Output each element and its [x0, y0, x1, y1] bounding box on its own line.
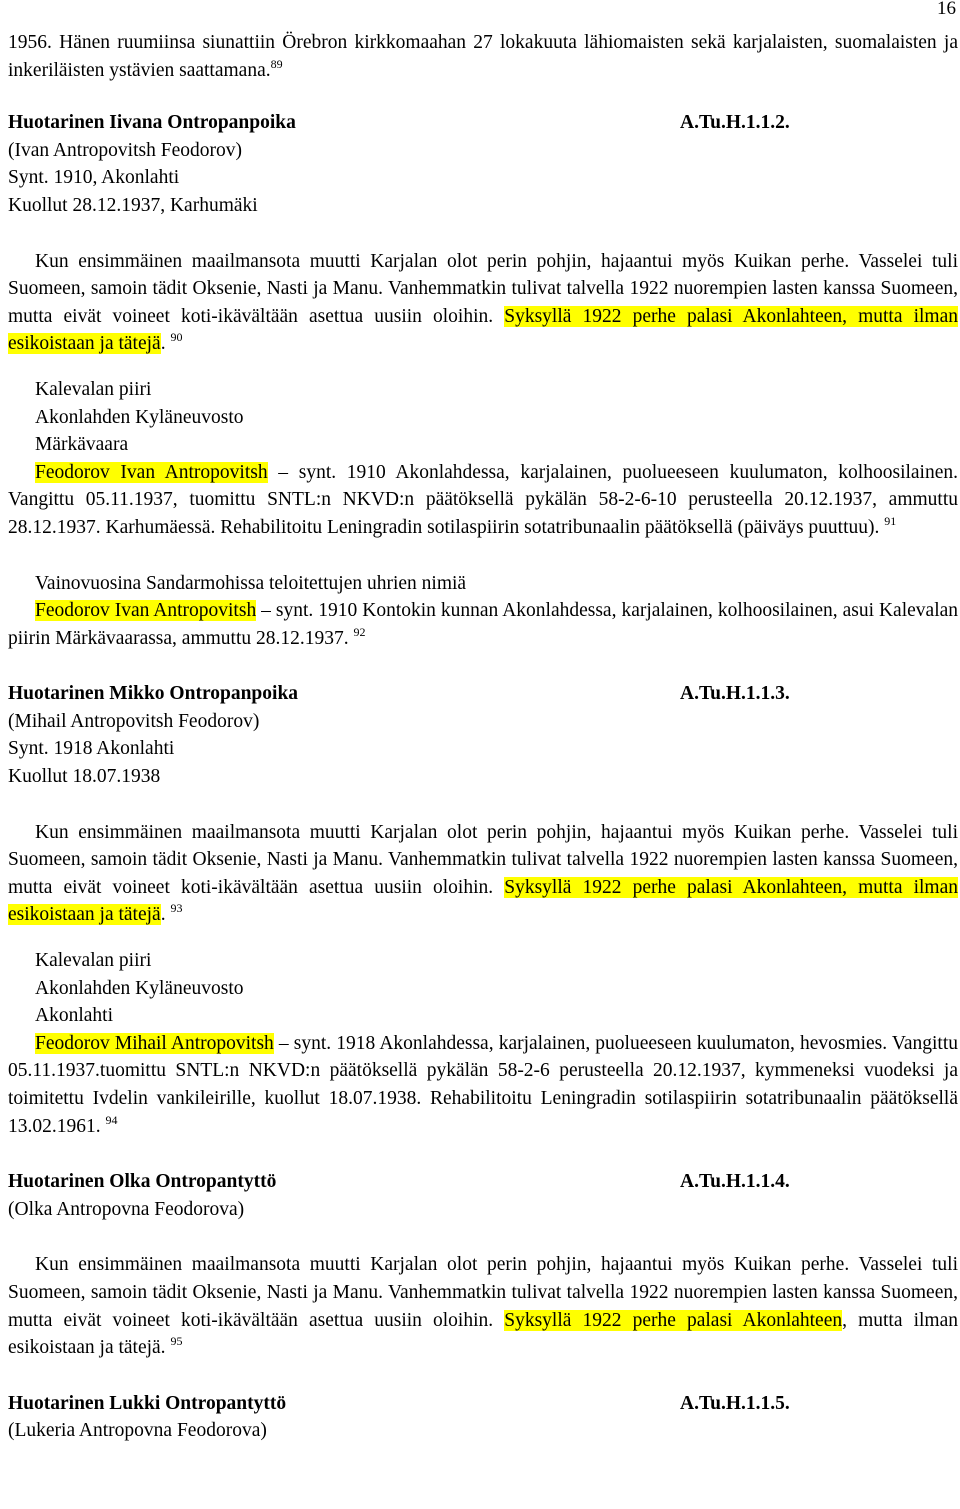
- person-code: A.Tu.H.1.1.2.: [680, 112, 790, 134]
- story-end: , mutta ilman esikoistaan ja tätejä.: [8, 1309, 958, 1359]
- record-text: – synt. 1910 Kontokin kunnan Akonlahdessa, karjalainen, kolhoosilainen, asui Kalevalan piirin Märkävaarassa, ammuttu 28.12.1937.: [8, 600, 959, 649]
- record-text: – synt. 1918 Akonlahdessa, karjalainen, puolueeseen kuulumaton, hevosmies. Vangittu 05.11.1937.tuomittu SNTL:n NKVD:n päätöksellä pykälän 58-2-6 perusteella 20.12.1937, kymmeneksi vuodeksi ja toimitettu Ivdelin vankileirille, kuollut 18.07.1938. Rehabilitoitu Leningradin sotilaspiirin sotatribunaalin päätöksellä 13.02.1961.: [8, 1032, 958, 1137]
- record-line: Märkävaara: [35, 434, 129, 456]
- highlighted-text: Syksyllä 1922 perhe palasi Akonlahteen: [504, 1309, 843, 1331]
- record-line: Akonlahti: [35, 1005, 113, 1027]
- story-paragraph: [8, 1251, 958, 1361]
- person-alt-name: (Olka Antropovna Feodorova): [8, 1198, 245, 1220]
- highlighted-name: Feodorov Ivan Antropovitsh: [35, 461, 268, 483]
- record-line: Vainovuosina Sandarmohissa teloitettujen uhrien nimiä: [35, 572, 467, 594]
- story-paragraph: [8, 248, 958, 358]
- footnote-ref: 90: [170, 330, 183, 345]
- intro-text: 1956. Hänen ruumiinsa siunattiin Örebron kirkkomaahan 27 lokakuuta lähiomaisten sekä karjalaisten, suomalaisten ja inkeriläisten ystävien saattamana.: [8, 32, 958, 81]
- record-paragraph: [8, 1030, 958, 1140]
- person-code: A.Tu.H.1.1.3.: [680, 683, 790, 705]
- person-alt-name: (Mihail Antropovitsh Feodorov): [8, 710, 260, 732]
- record-line: Akonlahden Kyläneuvosto: [35, 977, 244, 999]
- person-name: Huotarinen Iivana Ontropanpoika: [8, 112, 296, 134]
- person-died: Kuollut 18.07.1938: [8, 766, 161, 788]
- record-line: Kalevalan piiri: [35, 378, 152, 400]
- footnote-ref: 94: [105, 1112, 118, 1127]
- footnote-ref: 95: [170, 1334, 183, 1349]
- document-body: [8, 29, 958, 1445]
- footnote-ref: 89: [270, 56, 283, 71]
- story-end: .: [160, 333, 166, 355]
- story-paragraph: [8, 819, 958, 929]
- record-paragraph: [8, 459, 958, 542]
- person-died: Kuollut 28.12.1937, Karhumäki: [8, 194, 258, 216]
- person-heading: [8, 680, 958, 708]
- person-alt-name: (Lukeria Antropovna Feodorova): [8, 1420, 267, 1442]
- person-alt-name: (Ivan Antropovitsh Feodorov): [8, 139, 242, 161]
- footnote-ref: 91: [884, 513, 897, 528]
- record-paragraph: [8, 597, 958, 652]
- person-name: Huotarinen Olka Ontropantyttö: [8, 1171, 277, 1193]
- person-born: Synt. 1910, Akonlahti: [8, 167, 180, 189]
- record-text: – synt. 1910 Akonlahdessa, karjalainen, puolueeseen kuulumaton, kolhoosilainen. Vangittu 05.11.1937, tuomittu SNTL:n NKVD:n päätöksellä pykälän 58-2-6-10 perusteella 20.12.1937, ammuttu 28.12.1937. Karhumäessä. Rehabilitoitu Leningradin sotilaspiirin sotatribunaalin päätöksellä (päiväys puuttuu).: [8, 461, 959, 538]
- footnote-ref: 92: [353, 624, 366, 639]
- story-end: .: [160, 904, 166, 926]
- highlighted-text: Syksyllä 1922 perhe palasi Akonlahteen, mutta ilman esikoistaan ja tätejä: [8, 305, 959, 355]
- page-number: 16: [937, 0, 956, 19]
- intro-paragraph: [8, 29, 958, 84]
- record-line: Kalevalan piiri: [35, 950, 152, 972]
- person-code: A.Tu.H.1.1.4.: [680, 1171, 790, 1193]
- story-text: Kun ensimmäinen maailmansota muutti Karjalan olot perin pohjin, hajaantui myös Kuikan perhe. Vasselei tuli Suomeen, samoin tädit Oksenie, Nasti ja Manu. Vanhemmatkin tulivat talvella 1922 nuorempien lasten kanssa Suomeen, mutta eivät voineet koti-ikävältään asettua uusiin oloihin.: [8, 250, 958, 327]
- footnote-ref: 93: [170, 901, 183, 916]
- person-born: Synt. 1918 Akonlahti: [8, 738, 175, 760]
- person-name: Huotarinen Lukki Ontropantyttö: [8, 1392, 287, 1414]
- story-text: Kun ensimmäinen maailmansota muutti Karjalan olot perin pohjin, hajaantui myös Kuikan perhe. Vasselei tuli Suomeen, samoin tädit Oksenie, Nasti ja Manu. Vanhemmatkin tulivat talvella 1922 nuorempien lasten kanssa Suomeen, mutta eivät voineet koti-ikävältään asettua uusiin oloihin.: [8, 821, 958, 898]
- person-heading: [8, 1390, 958, 1418]
- person-heading: [8, 109, 958, 137]
- highlighted-name: Feodorov Mihail Antropovitsh: [35, 1032, 274, 1054]
- person-heading: [8, 1168, 958, 1196]
- highlighted-name: Feodorov Ivan Antropovitsh: [35, 600, 257, 622]
- person-code: A.Tu.H.1.1.5.: [680, 1392, 790, 1414]
- highlighted-text: Syksyllä 1922 perhe palasi Akonlahteen, mutta ilman esikoistaan ja tätejä: [8, 876, 959, 926]
- story-text: Kun ensimmäinen maailmansota muutti Karjalan olot perin pohjin, hajaantui myös Kuikan perhe. Vasselei tuli Suomeen, samoin tädit Oksenie, Nasti ja Manu. Vanhemmatkin tulivat talvella 1922 nuorempien lasten kanssa Suomeen, mutta eivät voineet koti-ikävältään asettua uusiin oloihin.: [8, 1254, 958, 1331]
- record-line: Akonlahden Kyläneuvosto: [35, 406, 244, 428]
- person-name: Huotarinen Mikko Ontropanpoika: [8, 683, 299, 705]
